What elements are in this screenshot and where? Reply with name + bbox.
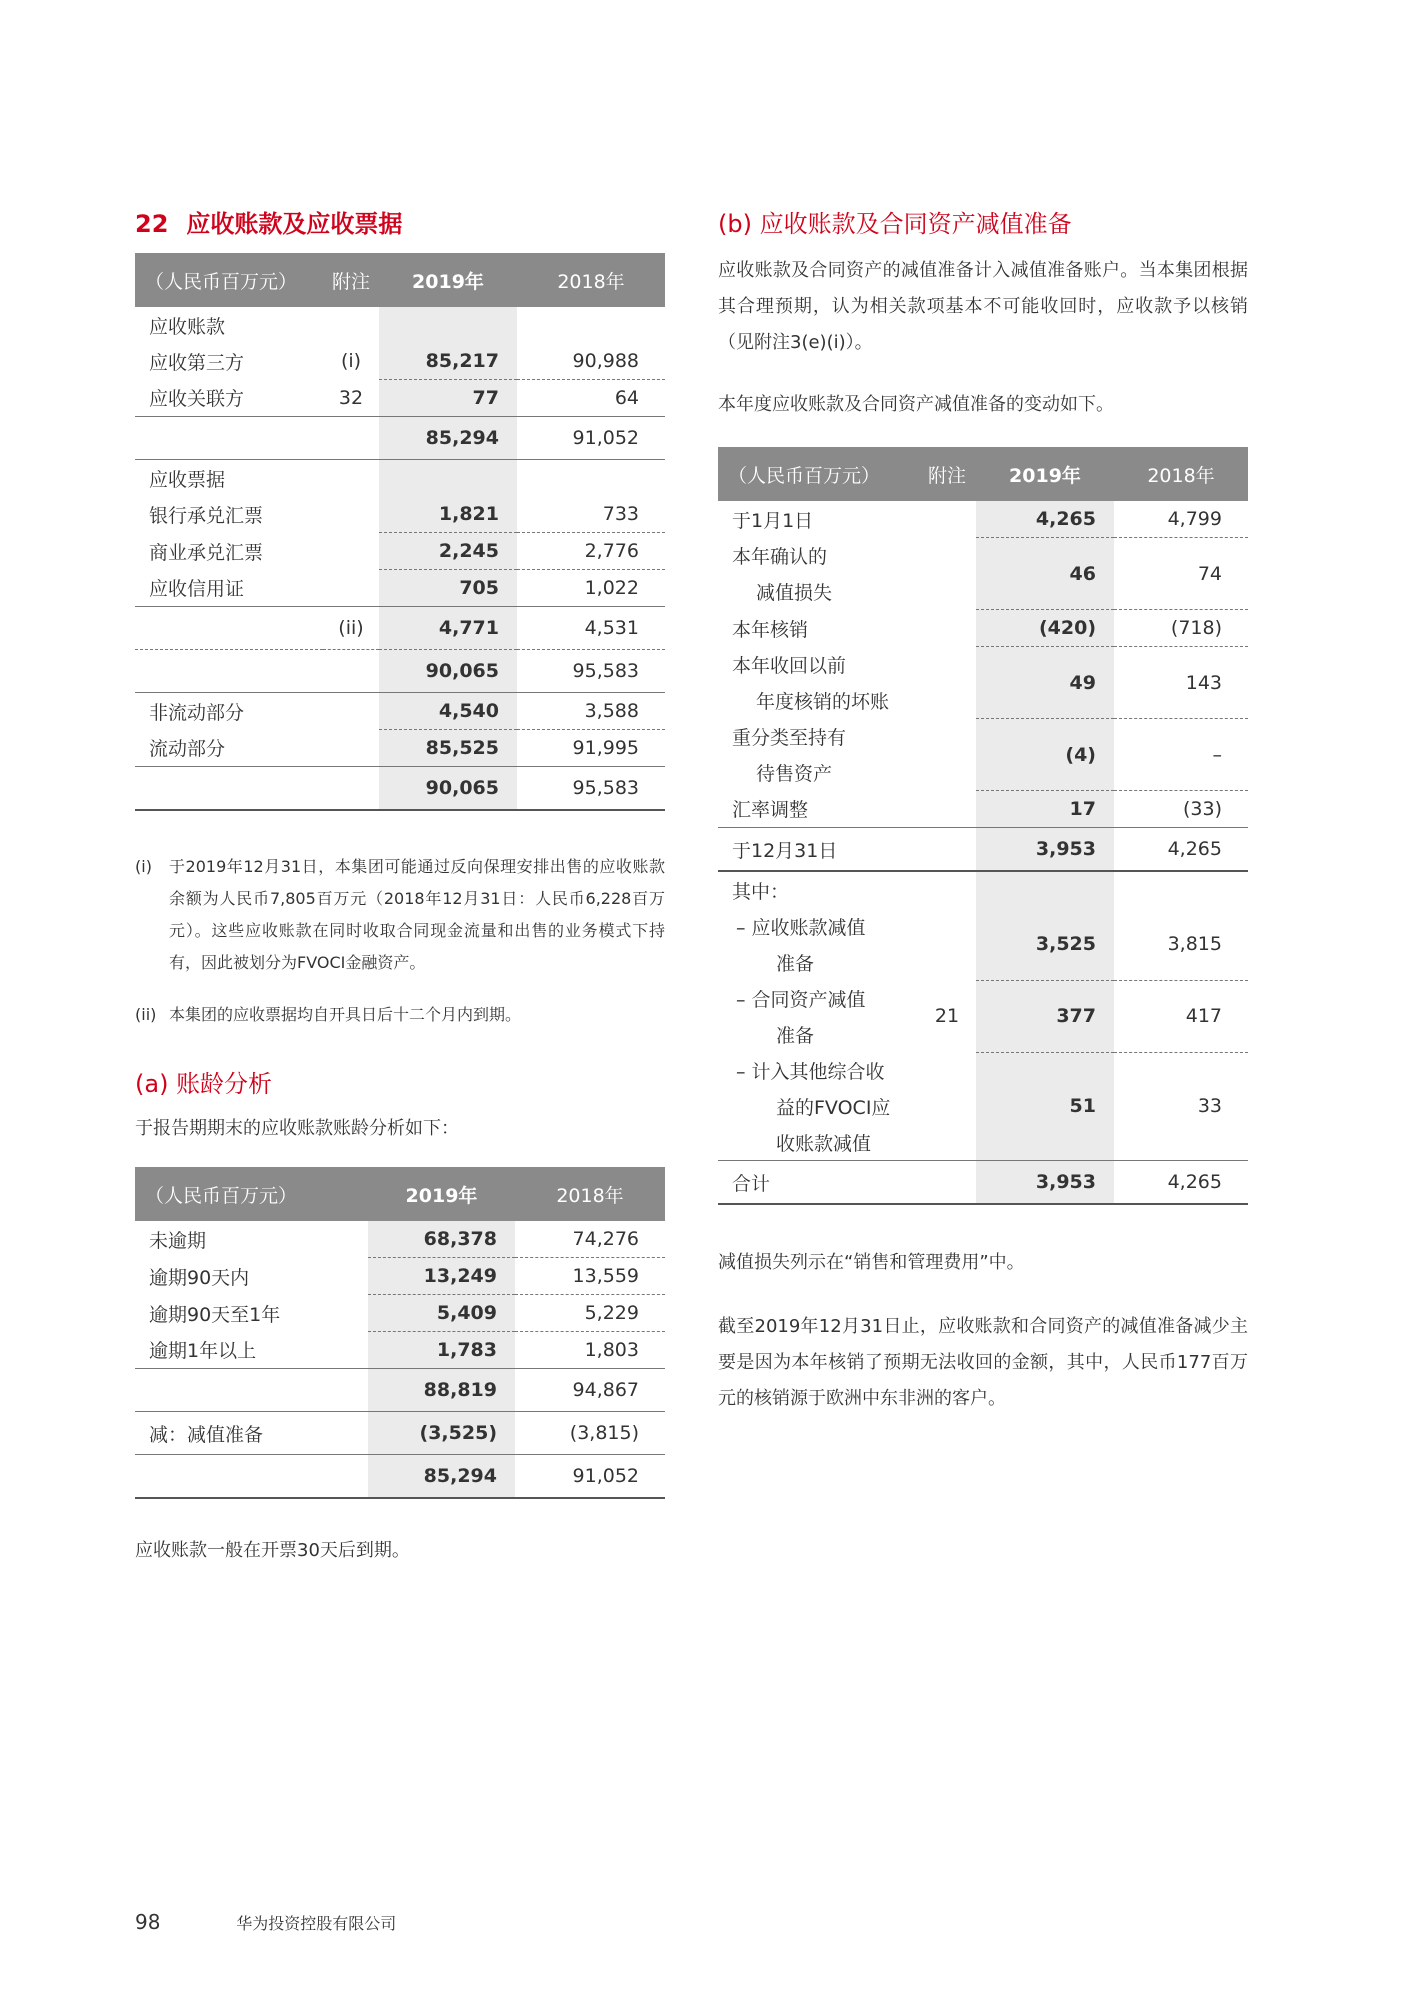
row-label: – 应收账款减值 <box>736 916 866 939</box>
header-2018: 2018年 <box>517 253 665 307</box>
value-2019: 705 <box>379 570 517 607</box>
value-2019: 4,540 <box>379 693 517 730</box>
value-2019: 85,294 <box>379 417 517 460</box>
value-2018: 733 <box>517 496 665 533</box>
right-column <box>718 205 1248 1417</box>
impairment-table <box>718 447 1248 1205</box>
table-row <box>718 980 1248 1016</box>
note-label: (ii) <box>135 1005 157 1024</box>
table-row <box>135 1332 665 1369</box>
row-label: 待售资产 <box>756 763 833 785</box>
row-label: 应收账款 <box>149 315 226 338</box>
value-2018: 91,052 <box>515 1455 665 1499</box>
value-2018: 94,867 <box>515 1369 665 1412</box>
table-header <box>718 447 1248 501</box>
value-2018: 1,803 <box>515 1332 665 1369</box>
value-2019: 2,245 <box>379 533 517 570</box>
row-label: 减值损失 <box>756 582 833 604</box>
header-unit: （人民币百万元） <box>718 447 918 501</box>
value-2019: 85,217 <box>379 343 517 380</box>
table-row <box>718 1052 1248 1088</box>
row-label: 应收信用证 <box>135 570 323 607</box>
note-label: (i) <box>135 857 152 876</box>
note-text: 于2019年12月31日，本集团可能通过反向保理安排出售的应收账款余额为人民币7,805百万元（2018年12月31日：人民币6,228百万元）。这些应收账款在同时收取合同现金流量和出售的业务模式下持有，因此被划分为FVOCI金融资产。 <box>169 857 665 972</box>
table-row <box>718 501 1248 538</box>
value-2019: 85,525 <box>379 730 517 767</box>
row-label: 未逾期 <box>149 1229 207 1252</box>
value-2019: 49 <box>976 647 1114 719</box>
value-2019: (4) <box>976 719 1114 791</box>
value-2018: 74,276 <box>515 1221 665 1258</box>
section-b-para4: 截至2019年12月31日止，应收账款和合同资产的减值准备减少主要是因为本年核销了预期无法收回的金额，其中，人民币177百万元的核销源于欧洲中东非洲的客户。 <box>718 1316 1248 1409</box>
table-row-total <box>718 828 1248 872</box>
value-2018: 3,815 <box>1114 908 1248 980</box>
value-2019: 1,783 <box>368 1332 515 1369</box>
table-row <box>718 647 1248 683</box>
row-label: 重分类至持有 <box>732 727 847 749</box>
row-label: – 合同资产减值 <box>736 988 866 1011</box>
value-2019: 5,409 <box>368 1295 515 1332</box>
section-number: 22 <box>135 210 169 238</box>
value-2018: 417 <box>1114 980 1248 1052</box>
table-row <box>718 719 1248 755</box>
table-row <box>135 307 665 343</box>
table-row-total <box>135 650 665 693</box>
value-2019: (3,525) <box>368 1412 515 1455</box>
note-i <box>135 851 665 979</box>
section-b-para1: 应收账款及合同资产的减值准备计入减值准备账户。当本集团根据其合理预期，认为相关款项基本不可能收回时，应收款予以核销（见附注3(e)(i)）。 <box>718 260 1248 353</box>
table-row <box>135 1258 665 1295</box>
row-label: 本年收回以前 <box>732 655 847 677</box>
value-2019: 3,953 <box>976 828 1114 872</box>
value-2018: 90,988 <box>517 343 665 380</box>
table-row <box>135 1412 665 1455</box>
section-title-text: 应收账款及应收票据 <box>186 210 403 238</box>
table-row-total <box>135 767 665 811</box>
table-header <box>135 1167 665 1221</box>
note-ii <box>135 999 665 1031</box>
value-2019: 377 <box>976 980 1114 1052</box>
header-unit: （人民币百万元） <box>135 1167 368 1221</box>
row-label: 应收关联方 <box>135 380 323 417</box>
row-label: 本年确认的 <box>732 546 828 568</box>
value-2019: 17 <box>976 791 1114 828</box>
row-label: 应收票据 <box>149 468 226 491</box>
row-note: (i) <box>340 350 362 373</box>
value-2018: 5,229 <box>515 1295 665 1332</box>
value-2018: 4,265 <box>1114 1161 1248 1205</box>
row-label: 流动部分 <box>135 730 323 767</box>
table-row <box>135 343 665 380</box>
section-a-title: (a) 账龄分析 <box>135 1070 273 1098</box>
header-2019: 2019年 <box>976 447 1114 501</box>
header-note: 附注 <box>918 447 976 501</box>
row-label: 逾期1年以上 <box>135 1332 368 1369</box>
value-2018: 2,776 <box>517 533 665 570</box>
value-2019: 90,065 <box>379 650 517 693</box>
value-2018: – <box>1114 719 1248 791</box>
section-b-title: (b) 应收账款及合同资产减值准备 <box>718 210 1072 238</box>
value-2018: 4,531 <box>517 607 665 650</box>
table-row <box>718 610 1248 647</box>
value-2019: 51 <box>976 1052 1114 1161</box>
table-header <box>135 253 665 307</box>
table-row <box>718 871 1248 908</box>
value-2018: (3,815) <box>515 1412 665 1455</box>
table-row-subtotal <box>135 417 665 460</box>
value-2018: 91,052 <box>517 417 665 460</box>
row-label: 其中： <box>732 880 790 903</box>
row-label: 准备 <box>776 1024 815 1047</box>
table-row <box>135 1221 665 1258</box>
table-row-total <box>135 1455 665 1499</box>
row-note: (ii) <box>323 607 379 650</box>
section-title <box>135 205 665 243</box>
table-notes <box>135 851 665 1031</box>
value-2019: 77 <box>379 380 517 417</box>
value-2018: 95,583 <box>517 767 665 811</box>
value-2018: (33) <box>1114 791 1248 828</box>
row-label: 准备 <box>776 952 815 975</box>
row-label: 商业承兑汇票 <box>149 541 264 564</box>
table-row-subtotal <box>135 607 665 650</box>
value-2018: 95,583 <box>517 650 665 693</box>
value-2019: 4,265 <box>976 501 1114 538</box>
value-2019: 85,294 <box>368 1455 515 1499</box>
value-2018: 64 <box>517 380 665 417</box>
table-row-total <box>718 1161 1248 1205</box>
page-footer <box>135 1910 396 1934</box>
row-label: 应收第三方 <box>149 351 245 374</box>
table-row <box>718 908 1248 944</box>
header-2018: 2018年 <box>1114 447 1248 501</box>
value-2018: 4,265 <box>1114 828 1248 872</box>
table-row <box>135 730 665 767</box>
row-label: 于1月1日 <box>732 509 814 532</box>
company-name: 华为投资控股有限公司 <box>236 1914 397 1933</box>
table-row-subtotal <box>135 1369 665 1412</box>
aging-table <box>135 1167 665 1499</box>
row-label: 于12月31日 <box>718 828 918 872</box>
row-label: 收账款减值 <box>718 1124 918 1161</box>
section-b-para2: 本年度应收账款及合同资产减值准备的变动如下。 <box>718 394 1114 415</box>
section-a-footnote: 应收账款一般在开票30天后到期。 <box>135 1540 410 1561</box>
value-2018: 74 <box>1114 538 1248 610</box>
header-2018: 2018年 <box>515 1167 665 1221</box>
section-b-para3: 减值损失列示在“销售和管理费用”中。 <box>718 1252 1025 1273</box>
row-note: 32 <box>323 380 379 417</box>
value-2019: 88,819 <box>368 1369 515 1412</box>
row-label: 益的FVOCI应 <box>776 1096 891 1119</box>
table-row <box>135 693 665 730</box>
table-row <box>135 1295 665 1332</box>
value-2019: 1,821 <box>379 496 517 533</box>
row-label: 逾期90天内 <box>149 1266 250 1289</box>
table-row <box>135 570 665 607</box>
row-label: 汇率调整 <box>718 791 918 828</box>
header-2019: 2019年 <box>368 1167 515 1221</box>
header-2019: 2019年 <box>379 253 517 307</box>
row-label: 逾期90天至1年 <box>149 1303 281 1326</box>
value-2018: 33 <box>1114 1052 1248 1161</box>
note-text: 本集团的应收票据均自开具日后十二个月内到期。 <box>169 1005 522 1024</box>
table-row <box>718 538 1248 574</box>
table-row <box>135 533 665 570</box>
value-2019: 3,953 <box>976 1161 1114 1205</box>
value-2018: 4,799 <box>1114 501 1248 538</box>
table-row <box>718 791 1248 828</box>
header-note: 附注 <box>323 253 379 307</box>
value-2018: 143 <box>1114 647 1248 719</box>
table-row <box>135 460 665 497</box>
receivables-table <box>135 253 665 811</box>
value-2018: 1,022 <box>517 570 665 607</box>
value-2018: (718) <box>1114 610 1248 647</box>
header-unit: （人民币百万元） <box>135 253 323 307</box>
value-2019: (420) <box>976 610 1114 647</box>
table-row <box>135 496 665 533</box>
row-label: 银行承兑汇票 <box>149 504 264 527</box>
table-row <box>135 380 665 417</box>
value-2019: 4,771 <box>379 607 517 650</box>
value-2018: 91,995 <box>517 730 665 767</box>
value-2019: 46 <box>976 538 1114 610</box>
value-2019: 90,065 <box>379 767 517 811</box>
value-2019: 3,525 <box>976 908 1114 980</box>
left-column <box>135 205 665 1569</box>
row-label: 减：减值准备 <box>135 1412 368 1455</box>
value-2018: 13,559 <box>515 1258 665 1295</box>
row-label: 本年核销 <box>732 618 809 641</box>
row-label: 年度核销的坏账 <box>756 691 890 713</box>
value-2018: 3,588 <box>517 693 665 730</box>
row-note: 21 <box>934 1005 960 1027</box>
section-a-intro: 于报告期期末的应收账款账龄分析如下： <box>135 1118 459 1139</box>
value-2019: 13,249 <box>368 1258 515 1295</box>
row-label: 非流动部分 <box>149 701 245 724</box>
row-label: – 计入其他综合收 <box>736 1060 885 1083</box>
row-label: 合计 <box>718 1161 918 1205</box>
page-number: 98 <box>135 1910 161 1934</box>
value-2019: 68,378 <box>368 1221 515 1258</box>
